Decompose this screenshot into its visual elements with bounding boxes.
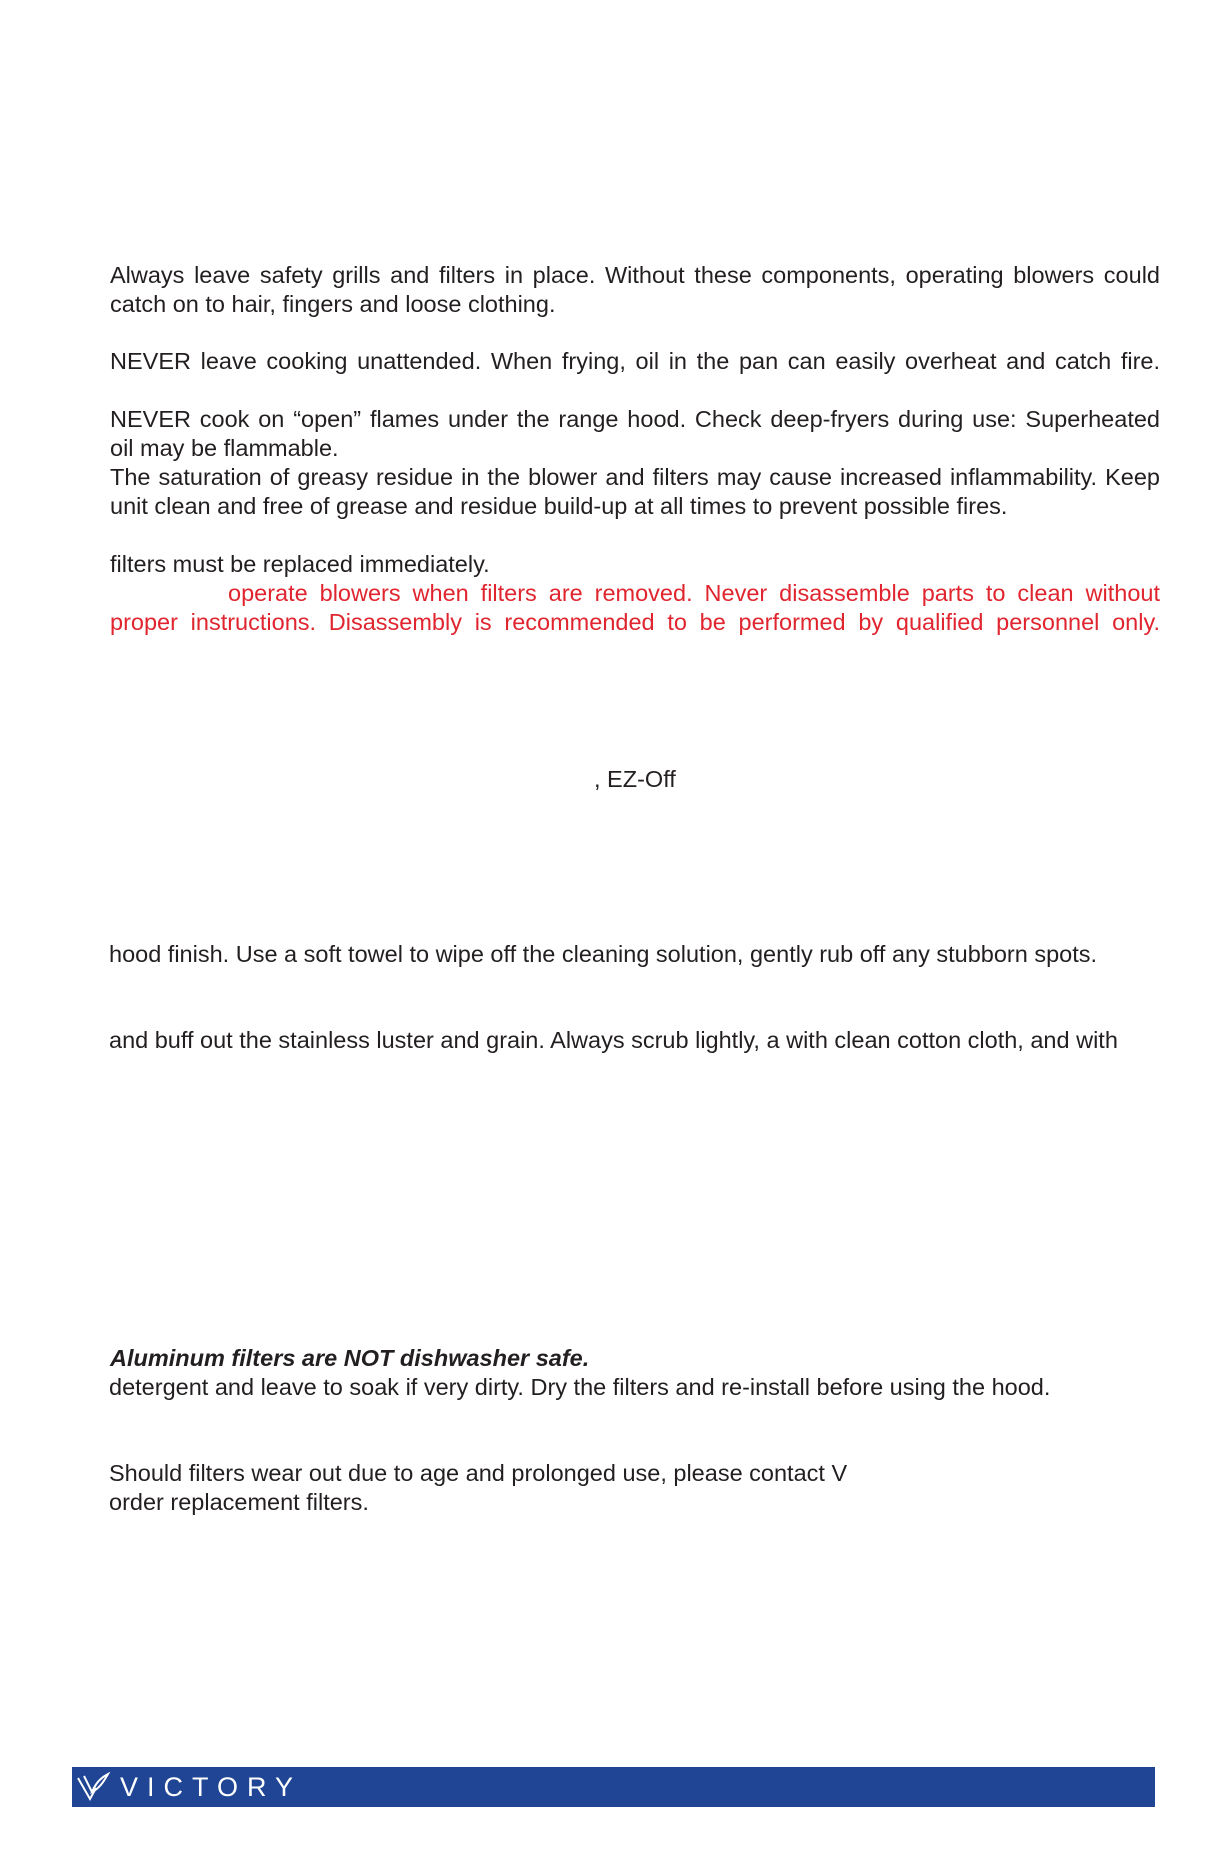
replacement-line-1: Should filters wear out due to age and prolonged use, please contact V — [109, 1460, 848, 1486]
replacement-line-2: order replacement filters. — [109, 1489, 369, 1515]
grease-residue-line-2: unit clean and free of grease and residue build-up at all times to prevent possible fires. — [110, 493, 1008, 519]
filters-replace-line: filters must be replaced immediately. — [110, 551, 490, 577]
buff-stainless-line: and buff out the stainless luster and grain. Always scrub lightly, a with clean cotton cloth, and with — [109, 1027, 1118, 1053]
open-flames-line-2: oil may be flammable. — [110, 435, 339, 461]
victory-logo — [76, 1770, 302, 1804]
ez-off-fragment: , EZ-Off — [594, 766, 676, 792]
warning-line-1: operate blowers when filters are removed. Never disassemble parts to clean without — [228, 580, 1160, 606]
brand-name: VICTORY — [120, 1771, 303, 1802]
cooking-unattended-line: NEVER leave cooking unattended. When frying, oil in the pan can easily overheat and catch fire. — [110, 348, 1160, 374]
dishwasher-warning: Aluminum filters are NOT dishwasher safe. — [110, 1345, 590, 1371]
safety-grills-line-1: Always leave safety grills and filters in place. Without these components, operating blowers could — [110, 262, 1160, 288]
victory-leaf-icon — [76, 1772, 110, 1802]
open-flames-line-1: NEVER cook on “open” flames under the range hood. Check deep-fryers during use: Superheated — [110, 406, 1160, 432]
grease-residue-line-1: The saturation of greasy residue in the blower and filters may cause increased inflammability. Keep — [110, 464, 1160, 490]
hood-finish-line: hood finish. Use a soft towel to wipe off the cleaning solution, gently rub off any stubborn spots. — [109, 941, 1098, 967]
soak-detergent-line: detergent and leave to soak if very dirty. Dry the filters and re-install before using the hood. — [109, 1374, 1051, 1400]
safety-grills-line-2: catch on to hair, fingers and loose clothing. — [110, 291, 556, 317]
warning-line-2: proper instructions. Disassembly is recommended to be performed by qualified personnel only. — [110, 609, 1160, 635]
